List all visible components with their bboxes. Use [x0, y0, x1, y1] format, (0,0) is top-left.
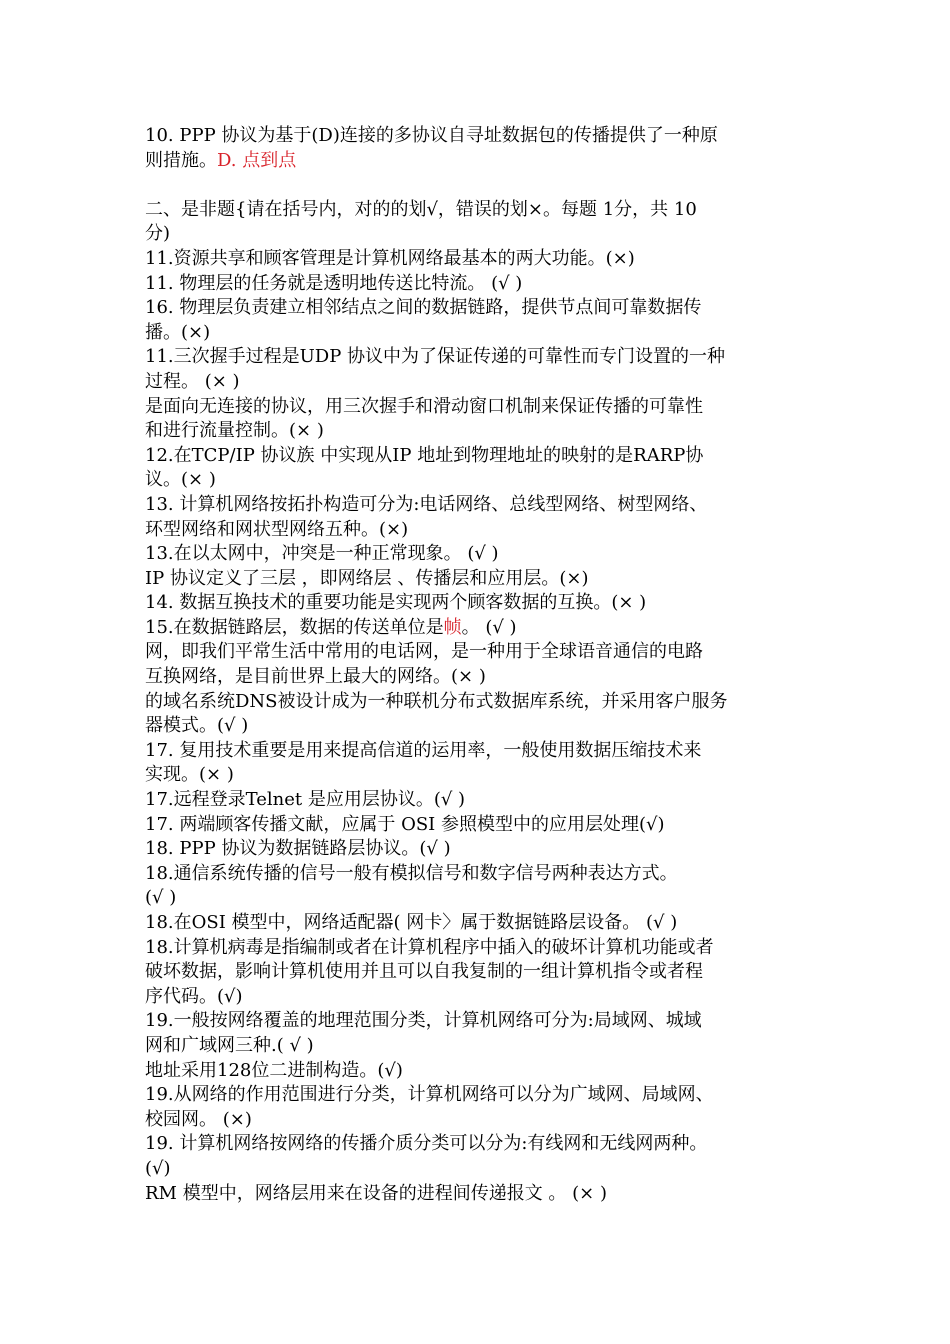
text-line: 19.从网络的作用范围进行分类，计算机网络可以分为广域网、局域网、	[145, 1084, 714, 1106]
text-line: (√ )	[145, 887, 177, 909]
text-line: IP 协议定义了三层 ，即网络层 、传播层和应用层。(×)	[145, 567, 589, 589]
text-line: 地址采用128位二进制构造。(√)	[145, 1059, 403, 1081]
text-line: RM 模型中，网络层用来在设备的进程间传递报文 。 (× )	[145, 1182, 607, 1204]
section-gap	[145, 173, 815, 198]
text-line: 网，即我们平常生活中常用的电话网，是一种用于全球语音通信的电路	[145, 641, 703, 663]
text-line: 器模式。(√ )	[145, 715, 249, 737]
text-line: 11.资源共享和顾客管理是计算机网络最基本的两大功能。(×)	[145, 247, 635, 269]
q10-answer: D. 点到点	[217, 149, 297, 171]
q10-line-2-prefix: 则措施。	[145, 149, 217, 171]
text-line: 19. 计算机网络按网络的传播介质分类可以分为:有线网和无线网两种。	[145, 1133, 708, 1155]
text-line: 环型网络和网状型网络五种。(×)	[145, 518, 409, 540]
text-line: 16. 物理层负责建立相邻结点之间的数据链路，提供节点间可靠数据传	[145, 297, 702, 319]
text-line: 12.在TCP/IP 协议族 中实现从IP 地址到物理地址的映射的是RARP协	[145, 444, 704, 466]
section2-heading-line-2: 分)	[145, 223, 171, 245]
q15-answer: 帧	[443, 616, 462, 638]
text-line: 14. 数据互换技术的重要功能是实现两个顾客数据的互换。(× )	[145, 592, 647, 614]
text-line: 过程。 (× )	[145, 370, 240, 392]
text-line: 和进行流量控制。(× )	[145, 420, 324, 442]
section2-heading-line-1: 二、是非题{请在括号内，对的的划√，错误的划×。每题 1分，共 10	[145, 198, 697, 220]
text-line: 播。(×)	[145, 321, 211, 343]
text-line: 18. PPP 协议为数据链路层协议。(√ )	[145, 838, 451, 860]
text-line: 18.在OSI 模型中，网络适配器( 网卡〉属于数据链路层设备。 (√ )	[145, 912, 678, 933]
document-page	[145, 124, 815, 1206]
text-line: 序代码。(√)	[145, 985, 243, 1007]
text-line: 11.三次握手过程是UDP 协议中为了保证传递的可靠性而专门设置的一种	[145, 346, 726, 368]
text-line: 13. 计算机网络按拓扑构造可分为:电话网络、总线型网络、树型网络、	[145, 493, 708, 515]
text-line: 互换网络，是目前世界上最大的网络。(× )	[145, 666, 486, 688]
q15-line	[145, 616, 815, 641]
text-line: 破坏数据，影响计算机使用并且可以自我复制的一组计算机指令或者程	[145, 961, 703, 983]
text-line: 18.计算机病毒是指编制或者在计算机程序中插入的破坏计算机功能或者	[145, 936, 714, 958]
text-line: 19.一般按网络覆盖的地理范围分类，计算机网络可分为:局域网、城域	[145, 1010, 702, 1032]
text-line: 17. 两端顾客传播文献，应属于 OSI 参照模型中的应用层处理(√)	[145, 813, 665, 835]
text-line: (√)	[145, 1157, 171, 1179]
text-line: 11. 物理层的任务就是透明地传送比特流。 (√ )	[145, 272, 523, 294]
q15-suffix: 。 (√ )	[461, 616, 517, 638]
text-line: 网和广域网三种.( √ )	[145, 1034, 314, 1056]
text-line: 17.远程登录Telnet 是应用层协议。(√ )	[145, 789, 466, 811]
text-line: 议。(× )	[145, 469, 216, 491]
q10-line-2	[145, 149, 815, 174]
q10-line-1: 10. PPP 协议为基于(D)连接的多协议自寻址数据包的传播提供了一种原	[145, 125, 718, 146]
text-line: 的域名系统DNS被设计成为一种联机分布式数据库系统，并采用客户服务	[145, 690, 728, 712]
q15-prefix: 15.在数据链路层，数据的传送单位是	[145, 616, 444, 638]
text-line: 是面向无连接的协议，用三次握手和滑动窗口机制来保证传播的可靠性	[145, 395, 703, 417]
text-line: 17. 复用技术重要是用来提高信道的运用率，一般使用数据压缩技术来	[145, 739, 702, 761]
text-line: 13.在以太网中，冲突是一种正常现象。 (√ )	[145, 543, 499, 565]
text-line: 18.通信系统传播的信号一般有模拟信号和数字信号两种表达方式。	[145, 862, 678, 884]
text-line: 校园网。 (×)	[145, 1108, 252, 1130]
text-line: 实现。(× )	[145, 764, 234, 786]
